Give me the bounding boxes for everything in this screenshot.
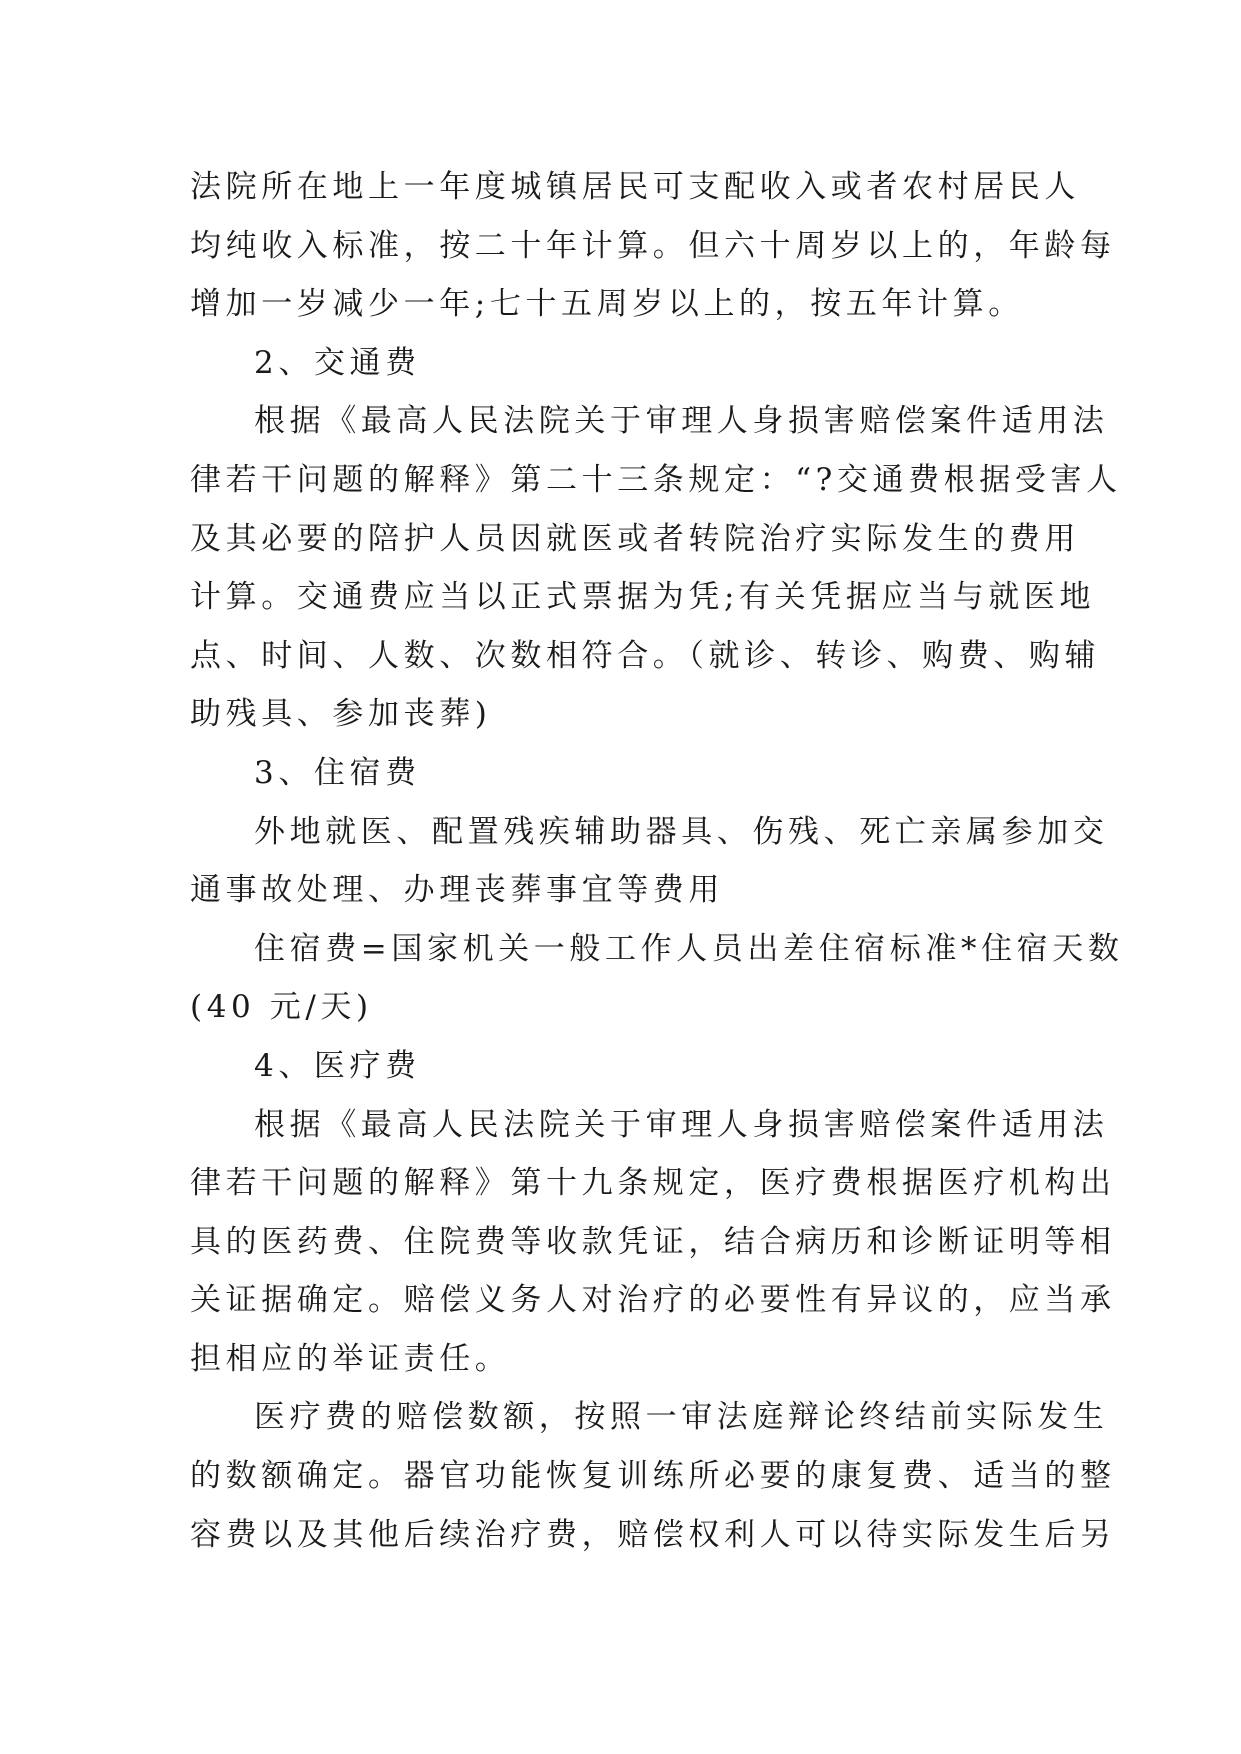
paragraph-lodging-formula bbox=[190, 920, 1124, 1037]
text-line: 律若干问题的解释》第十九条规定，医疗费根据医疗机构出 bbox=[190, 1165, 1116, 1202]
text-line: 根据《最高人民法院关于审理人身损害赔偿案件适用法 bbox=[254, 1106, 1109, 1143]
paragraph-income-standard bbox=[190, 158, 1116, 334]
text-line: 增加一岁减少一年;七十五周岁以上的，按五年计算。 bbox=[190, 286, 1024, 323]
heading-text: 3、住宿费 bbox=[254, 754, 421, 791]
text-line: 点、时间、人数、次数相符合。（就诊、转诊、购费、购辅 bbox=[190, 637, 1101, 674]
text-line: 医疗费的赔偿数额，按照一审法庭辩论终结前实际发生 bbox=[254, 1399, 1109, 1436]
paragraph-medical-fee bbox=[190, 1096, 1116, 1389]
paragraph-medical-amount bbox=[190, 1388, 1116, 1564]
text-line: 根据《最高人民法院关于审理人身损害赔偿案件适用法 bbox=[254, 403, 1109, 440]
paragraph-lodging-scope bbox=[190, 803, 1109, 920]
text-line: 律若干问题的解释》第二十三条规定：“?交通费根据受害人 bbox=[190, 461, 1122, 498]
text-line: 及其必要的陪护人员因就医或者转院治疗实际发生的费用 bbox=[190, 520, 1080, 557]
text-line: 关证据确定。赔偿义务人对治疗的必要性有异议的，应当承 bbox=[190, 1282, 1116, 1319]
text-line: 计算。交通费应当以正式票据为凭;有关凭据应当与就医地 bbox=[190, 579, 1096, 616]
heading-transport-fee bbox=[190, 334, 1050, 393]
text-line: 具的医药费、住院费等收款凭证，结合病历和诊断证明等相 bbox=[190, 1223, 1116, 1260]
text-line: 法院所在地上一年度城镇居民可支配收入或者农村居民人 bbox=[190, 169, 1080, 205]
text-line: 容费以及其他后续治疗费，赔偿权利人可以待实际发生后另 bbox=[190, 1516, 1116, 1553]
heading-medical-fee bbox=[190, 1037, 1050, 1096]
paragraph-transport-fee bbox=[190, 392, 1122, 744]
text-line: (40 元/天) bbox=[190, 989, 373, 1026]
text-line: 住宿费=国家机关一般工作人员出差住宿标准*住宿天数 bbox=[254, 930, 1124, 967]
text-line: 的数额确定。器官功能恢复训练所必要的康复费、适当的整 bbox=[190, 1458, 1116, 1495]
heading-lodging-fee bbox=[190, 744, 1050, 803]
text-line: 担相应的举证责任。 bbox=[190, 1340, 511, 1377]
text-line: 外地就医、配置残疾辅助器具、伤残、死亡亲属参加交 bbox=[254, 813, 1109, 850]
text-line: 均纯收入标准，按二十年计算。但六十周岁以上的，年龄每 bbox=[190, 227, 1116, 264]
heading-text: 4、医疗费 bbox=[254, 1047, 421, 1084]
document-body bbox=[190, 158, 1124, 1564]
heading-text: 2、交通费 bbox=[254, 344, 421, 381]
text-line: 助残具、参加丧葬) bbox=[190, 696, 492, 733]
text-line: 通事故处理、办理丧葬事宜等费用 bbox=[190, 872, 724, 909]
